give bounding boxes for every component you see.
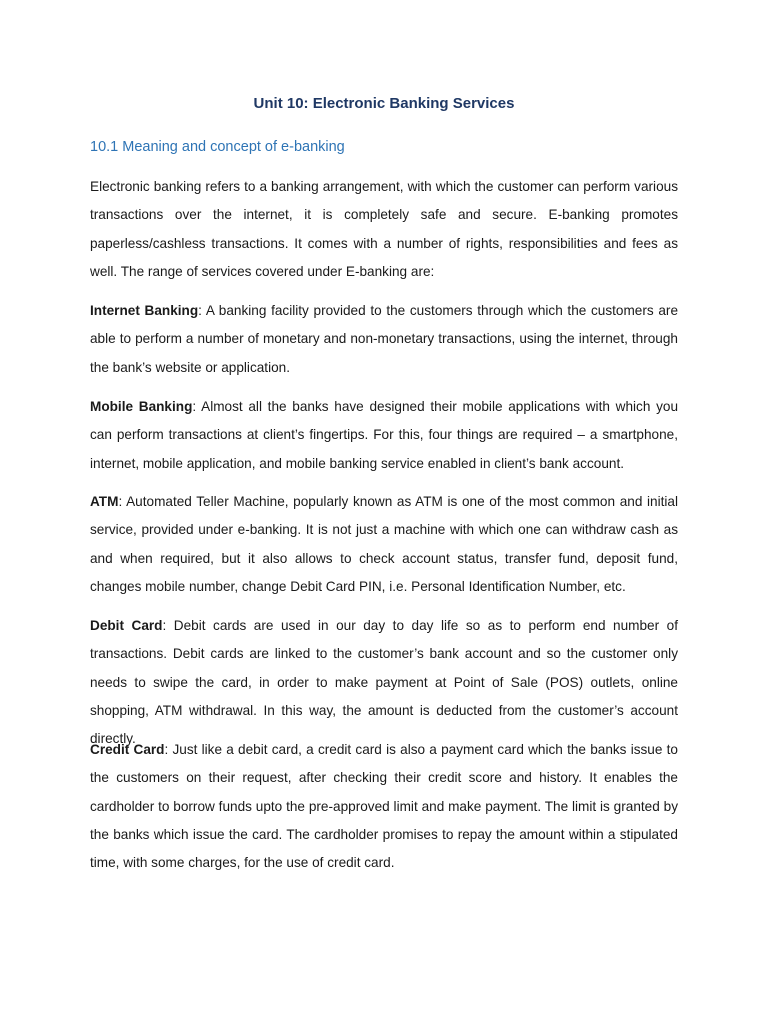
credit-card-term: Credit Card — [90, 742, 165, 757]
debit-card-paragraph — [90, 612, 678, 753]
section-heading: 10.1 Meaning and concept of e-banking — [90, 139, 345, 155]
debit-card-text: : Debit cards are used in our day to day life so as to perform end number of transactions. Debit cards are linked to the customer’s bank account and so the customer only needs to swipe the card, in order to make payment at Point of Sale (POS) outlets, online shopping, ATM withdrawal. In this way, the amount is deducted from the customer’s account directly. — [90, 618, 678, 747]
mobile-banking-text: : Almost all the banks have designed their mobile applications with which you can perform transactions at client’s fingertips. For this, four things are required – a smartphone, internet, mobile application, and mobile banking service enabled in client’s bank account. — [90, 399, 679, 471]
atm-text: : Automated Teller Machine, popularly known as ATM is one of the most common and initial service, provided under e-banking. It is not just a machine with which one can withdraw cash as and when required, but it also allows to check account status, transfer fund, deposit fund, changes mobile number, change Debit Card PIN, i.e. Personal Identification Number, etc. — [90, 494, 678, 594]
mobile-banking-paragraph — [90, 393, 678, 478]
atm-paragraph — [90, 488, 678, 601]
intro-paragraph: Electronic banking refers to a banking arrangement, with which the customer can perform various transactions over the internet, it is completely safe and secure. E-banking promotes paperless/cashless transactions. It comes with a number of rights, responsibilities and fees as well. The range of services covered under E-banking are: — [90, 179, 678, 279]
mobile-banking-term: Mobile Banking — [90, 399, 193, 414]
page-title: Unit 10: Electronic Banking Services — [253, 95, 515, 112]
internet-banking-paragraph — [90, 297, 678, 382]
credit-card-paragraph — [90, 736, 678, 877]
internet-banking-text: : A banking facility provided to the customers through which the customers are able to perform a number of monetary and non-monetary transactions, using the internet, through the bank’s website or application. — [90, 303, 678, 375]
credit-card-text: : Just like a debit card, a credit card is also a payment card which the banks issue to the customers on their request, after checking their credit score and history. It enables the cardholder to borrow funds upto the pre-approved limit and make payment. The limit is granted by the banks which issue the card. The cardholder promises to repay the amount within a stipulated time, with some charges, for the use of credit card. — [90, 742, 678, 871]
internet-banking-term: Internet Banking — [90, 303, 199, 318]
debit-card-term: Debit Card — [90, 618, 163, 633]
atm-term: ATM — [90, 494, 119, 509]
